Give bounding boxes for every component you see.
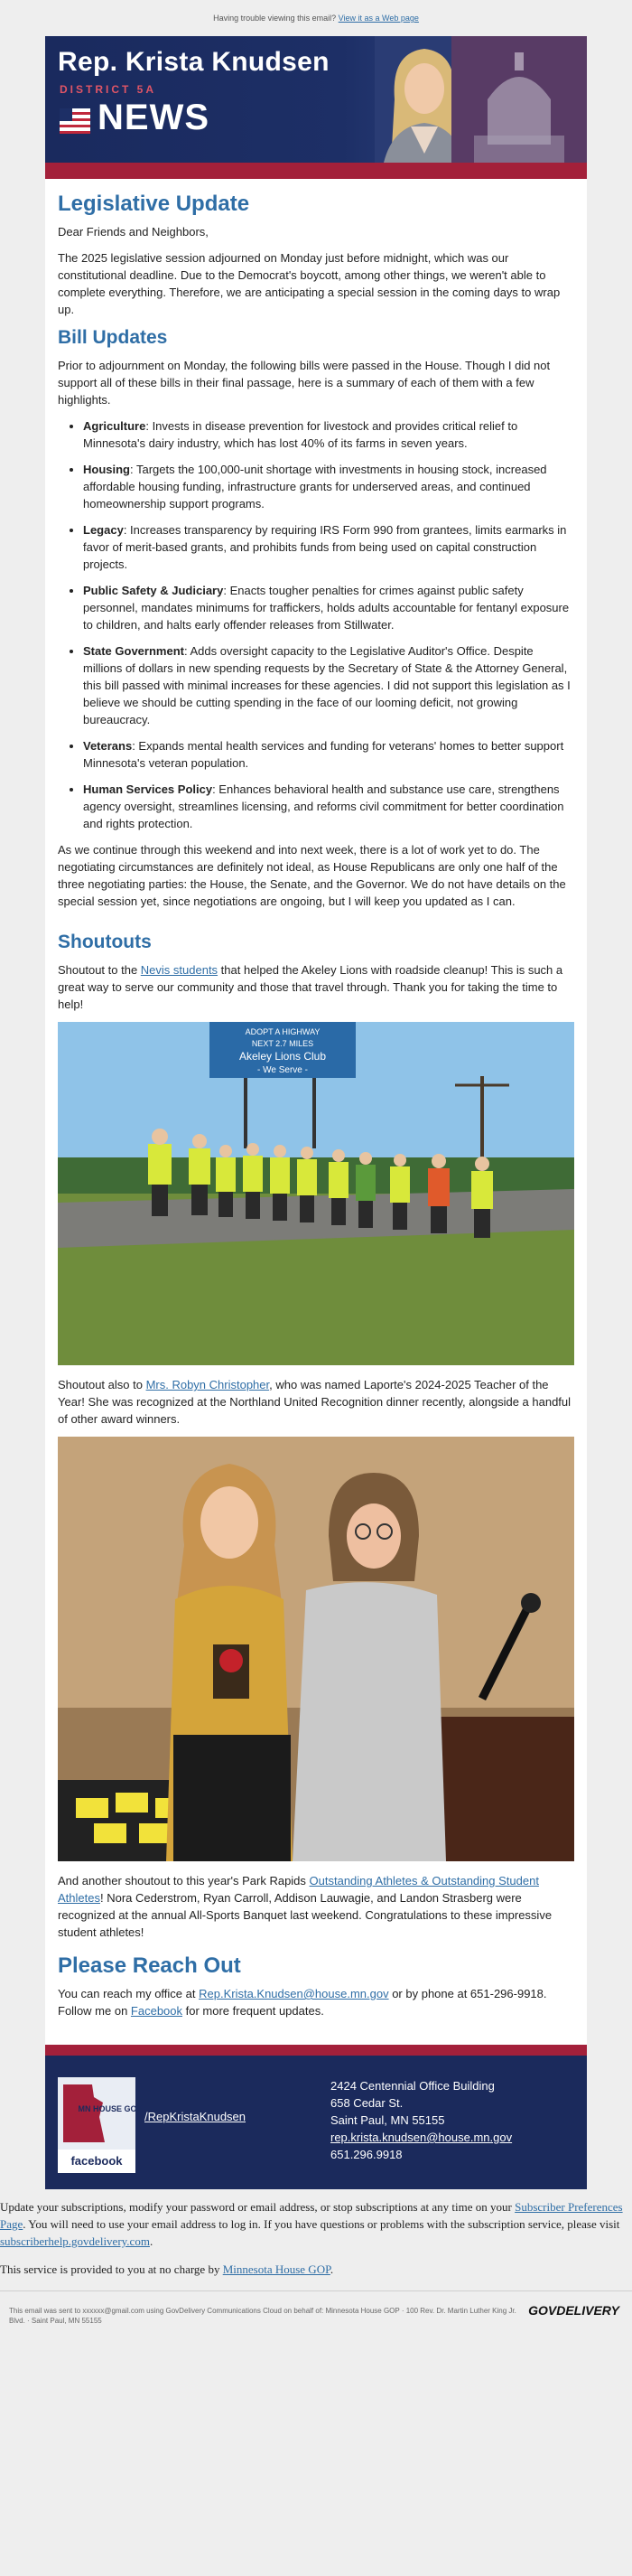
banner-district: DISTRICT 5A: [60, 83, 157, 96]
footer-phone: 651.296.9918: [330, 2148, 403, 2161]
address-line-2: 658 Cedar St.: [330, 2096, 404, 2110]
robyn-christopher-link[interactable]: Mrs. Robyn Christopher: [145, 1378, 270, 1391]
footer-email-link[interactable]: rep.krista.knudsen@house.mn.gov: [330, 2131, 513, 2144]
bill-item-legacy: [83, 521, 574, 573]
bill-updates-heading: Bill Updates: [58, 327, 168, 348]
contact-paragraph: [58, 1985, 574, 2019]
shoutout-text: that helped the Akeley Lions with roadside cleanup! This is such a great way to serve our community and those that travel through. Thank you for taking the time to help!: [58, 963, 563, 1011]
shoutout-text: Shoutout to the: [58, 963, 141, 977]
negotiations-paragraph: As we continue through this weekend and into next week, there is a lot of work yet to do. The negotiating circumstances are definitely not ideal, as House Republicans are only one half of the three negotiating parties: the House, the Senate, and the Governor. We do not have details on the special session yet, since negotiations are ongoing, but I will keep you updated as I can.: [58, 843, 566, 908]
shoutout-text: , who was named Laporte's 2024-2025 Teacher of the Year! She was recognized at the Northland United Recognition dinner recently, alongside a handful of other award winners.: [58, 1378, 572, 1426]
shoutout-athletes: [58, 1872, 574, 1941]
bill-text: : Targets the 100,000-unit shortage with investments in housing stock, increased affordable housing funding, infrastructure grants for underserved areas, and continued homeownership support programs.: [83, 463, 547, 511]
shoutout-text: And another shoutout to this year's Park Rapids: [58, 1874, 310, 1888]
subscription-paragraph: [0, 2198, 632, 2250]
newsletter-card: [45, 36, 587, 2189]
address-line-3: Saint Paul, MN 55155: [330, 2113, 445, 2127]
bill-name: Housing: [83, 463, 130, 476]
shoutout-text: Shoutout also to: [58, 1378, 146, 1391]
nevis-students-link[interactable]: Nevis students: [140, 963, 218, 977]
shoutout-text: ! Nora Cederstrom, Ryan Carroll, Addison Lauwagie, and Landon Strasberg were recognized at the annual All-Sports Banquet last weekend. Congratulations to these impressive student athletes!: [58, 1891, 553, 1939]
bill-item-housing: [83, 461, 574, 512]
contact-text: or by phone at 651-296-9918. Follow me on: [58, 1987, 547, 2018]
subscriber-preferences-link[interactable]: Subscriber Preferences Page: [0, 2200, 623, 2231]
reach-out-heading: Please Reach Out: [58, 1953, 241, 1978]
bill-item-veterans: [83, 737, 574, 772]
bill-list: [58, 417, 574, 832]
subscription-text: Update your subscriptions, modify your password or email address, or stop subscriptions at any time on your: [0, 2200, 516, 2214]
bill-intro: Prior to adjournment on Monday, the following bills were passed in the House. Though I did not support all of these bills in their final passage, here is a summary of each of them with a few highlights.: [58, 359, 551, 407]
facebook-wordmark: facebook: [70, 2154, 123, 2168]
shoutouts-heading: Shoutouts: [58, 932, 152, 952]
bill-text: : Enhances behavioral health and substance use care, strengthens agency oversight, streamlines licensing, and reforms civil commitment for better coordination and rights protection.: [83, 782, 564, 830]
session-intro: The 2025 legislative session adjourned on Monday just before midnight, which was our constitutional deadline. Due to the Democrat's boycott, among other things, we weren't able to complete everything. Therefore, we are anticipating a special session in the coming days to wrap up.: [58, 251, 561, 316]
sign-text-1: ADOPT A HIGHWAY: [245, 1027, 321, 1036]
athletes-link[interactable]: Outstanding Athletes & Outstanding Student Athletes: [58, 1874, 539, 1905]
subscription-text: . You will need to use your email address to log in. If you have questions or problems with the subscription service, please visit: [23, 2217, 620, 2231]
facebook-link[interactable]: Facebook: [130, 2004, 183, 2018]
bill-item-state-government: [83, 642, 574, 728]
shoutout-teacher: [58, 1376, 574, 1428]
header-banner: [45, 36, 587, 179]
main-content: [45, 179, 587, 2045]
bill-name: Legacy: [83, 523, 124, 537]
legislative-update-heading: Legislative Update: [58, 192, 250, 216]
bill-item-human-services: [83, 781, 574, 832]
web-page-link[interactable]: View it as a Web page: [338, 14, 419, 23]
facebook-handle-link[interactable]: /RepKristaKnudsen: [144, 2110, 246, 2123]
minnesota-house-gop-link[interactable]: Minnesota House GOP: [222, 2262, 330, 2276]
office-address: [330, 2077, 512, 2163]
sent-to-note: This email was sent to xxxxxx@gmail.com using GovDelivery Communications Cloud on behalf of: Minnesota House GOP · 100 Rev. Dr. Martin Luther King Jr. Blvd. · Saint Paul, MN 55155: [9, 2307, 516, 2325]
sign-text-2: NEXT 2.7 MILES: [251, 1039, 314, 1048]
shoutout-nevis: [58, 961, 574, 1013]
subscription-text: .: [149, 2234, 153, 2248]
bill-item-agriculture: [83, 417, 574, 452]
contact-text: for more frequent updates.: [182, 2004, 324, 2018]
sign-text-4: - We Serve -: [257, 1065, 308, 1075]
legal-footer: [0, 2290, 632, 2356]
address-line-1: 2424 Centennial Office Building: [330, 2079, 495, 2093]
roadside-cleanup-photo: [58, 1022, 574, 1365]
banner-title: Rep. Krista Knudsen: [58, 47, 330, 77]
bill-text: : Expands mental health services and funding for veterans' homes to better support Minnesota's veteran population.: [83, 739, 564, 770]
subscription-text: This service is provided to you at no charge by: [0, 2262, 223, 2276]
bill-text: : Enacts tougher penalties for crimes against public safety personnel, mandates minimums for traffickers, holds adults accountable for fentanyl exposure to children, and halts early offender releases from Stillwater.: [83, 584, 570, 632]
bill-name: Public Safety & Judiciary: [83, 584, 224, 597]
greeting: Dear Friends and Neighbors,: [58, 225, 209, 239]
govdelivery-logo[interactable]: GOVDELIVERY: [528, 2303, 619, 2318]
subscriber-help-link[interactable]: subscriberhelp.govdelivery.com: [0, 2234, 150, 2248]
sign-text-3: Akeley Lions Club: [238, 1050, 327, 1063]
bill-text: : Increases transparency by requiring IRS Form 990 from grantees, limits earmarks in favor of merit-based grants, and prohibits funds from being used on capital construction projects.: [83, 523, 567, 571]
bill-name: State Government: [83, 644, 184, 658]
banner-news: NEWS: [98, 98, 209, 137]
preheader: [0, 0, 632, 36]
capitol-image: [451, 36, 587, 163]
bill-name: Agriculture: [83, 419, 146, 433]
email-link[interactable]: Rep.Krista.Knudsen@house.mn.gov: [199, 1987, 389, 2000]
service-provider-paragraph: [0, 2261, 632, 2278]
bill-item-public-safety: [83, 582, 574, 633]
flag-icon: [60, 108, 90, 132]
contact-text: You can reach my office at: [58, 1987, 200, 2000]
bill-text: : Adds oversight capacity to the Legislative Auditor's Office. Despite millions of dollars in new spending requests by the Secretary of State & the Attorney General, this bill passed with minimal increases for these agencies. I did not support this legislation as I believe we should be cutting spending in the face of our looming deficit, not growing bureaucracy.: [83, 644, 571, 726]
mn-house-gop-logo-icon: [58, 2077, 143, 2150]
preheader-text: Having trouble viewing this email?: [213, 14, 337, 23]
teacher-award-photo: [58, 1437, 574, 1861]
contact-footer: [45, 2045, 587, 2189]
bill-text: : Invests in disease prevention for livestock and provides critical relief to Minnesota's dairy industry, which has lost 40% of its farms in seven years.: [83, 419, 518, 450]
logo-text: MN HOUSE GOP: [78, 2104, 143, 2113]
bill-name: Human Services Policy: [83, 782, 213, 796]
subscription-text: .: [330, 2262, 334, 2276]
mn-house-gop-facebook-logo[interactable]: [58, 2077, 143, 2173]
subscription-notice: [0, 2198, 632, 2278]
bill-name: Veterans: [83, 739, 133, 753]
